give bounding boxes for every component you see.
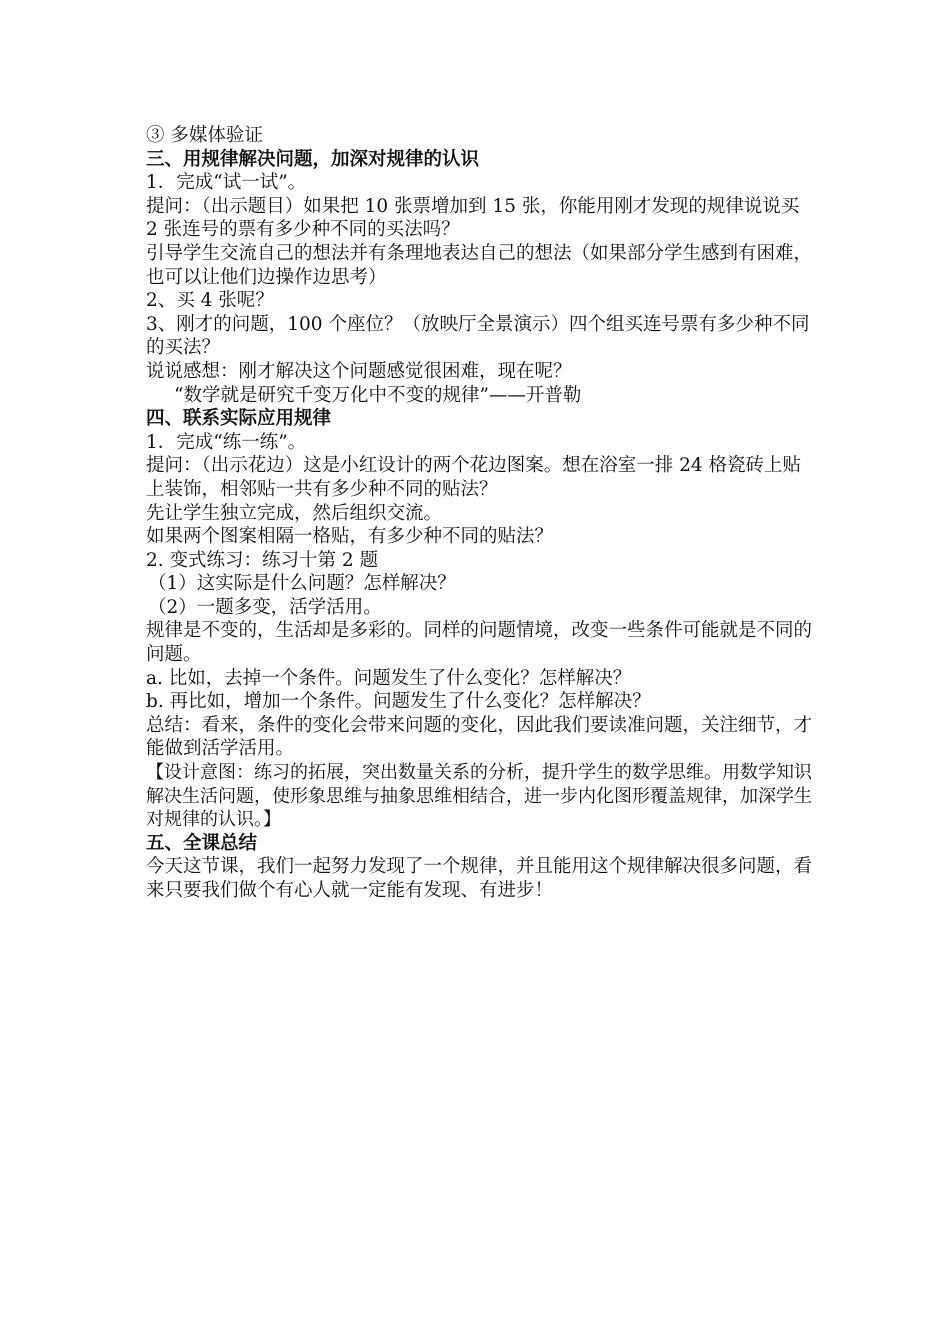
rule-unchanging-text: 规律是不变的，生活却是多彩的。同样的问题情境，改变一些条件可能就是不同的问题。	[146, 620, 813, 666]
summary-conditions: 总结：看来，条件的变化会带来问题的变化，因此我们要读准问题，关注细节，才能做到活学活用。	[146, 714, 813, 760]
independent-work-text: 先让学生独立完成，然后组织交流。	[146, 502, 443, 524]
example-add-condition: b. 再比如，增加一个条件。问题发生了什么变化？怎样解决？	[146, 691, 651, 713]
question-border-tiles: 提问：（出示花边）这是小红设计的两个花边图案。想在浴室一排 24 格瓷砖上贴上装饰，相邻贴一共有多少种不同的贴法？	[146, 455, 802, 500]
question-buy-4: 2、买 4 张呢？	[146, 290, 274, 312]
document-body	[146, 124, 816, 903]
sub-question-2: （2）一题多变，活学活用。	[148, 596, 382, 618]
question-100-seats: 3、刚才的问题，100 个座位？（放映厅全景演示）四个组买连号票有多少种不同的买法？	[146, 313, 810, 359]
section-heading-4: 四、联系实际应用规律	[146, 408, 332, 430]
reflection-text: 说说感想：刚才解决这个问题感觉很困难，现在呢？	[146, 360, 572, 382]
section-heading-5: 五、全课总结	[146, 832, 258, 854]
step-multimedia-verify: ③ 多媒体验证	[146, 125, 263, 146]
example-remove-condition: a. 比如，去掉一个条件。问题发生了什么变化？怎样解决？	[146, 667, 632, 689]
task-try-it: 1．完成“试一试”。	[146, 172, 307, 194]
question-gap-one: 如果两个图案相隔一格贴，有多少种不同的贴法？	[146, 526, 554, 548]
sub-question-1: （1）这实际是什么问题？怎样解决？	[148, 573, 456, 595]
task-practice: 1．完成“练一练”。	[146, 431, 307, 453]
section-heading-3: 三、用规律解决问题，加深对规律的认识	[146, 148, 480, 170]
guide-students-text: 引导学生交流自己的想法并有条理地表达自己的想法（如果部分学生感到有困难，也可以让他们边操作边思考）	[146, 242, 813, 288]
lesson-summary-text: 今天这节课，我们一起努力发现了一个规律，并且能用这个规律解决很多问题，看来只要我们做个有心人就一定能有发现、有进步！	[146, 856, 813, 901]
variant-exercise: 2. 变式练习：练习十第 2 题	[146, 549, 379, 571]
design-intent-note: 【设计意图：练习的拓展，突出数量关系的分析，提升学生的数学思维。用数学知识解决生活问题，使形象思维与抽象思维相结合，进一步内化图形覆盖规律，加深学生对规律的认识。】	[146, 762, 812, 831]
kepler-quote: “数学就是研究千变万化中不变的规律”——开普勒	[174, 384, 582, 406]
question-ticket-15: 提问：（出示题目）如果把 10 张票增加到 15 张，你能用刚才发现的规律说说买 2 张连号的票有多少种不同的买法吗？	[146, 195, 800, 241]
